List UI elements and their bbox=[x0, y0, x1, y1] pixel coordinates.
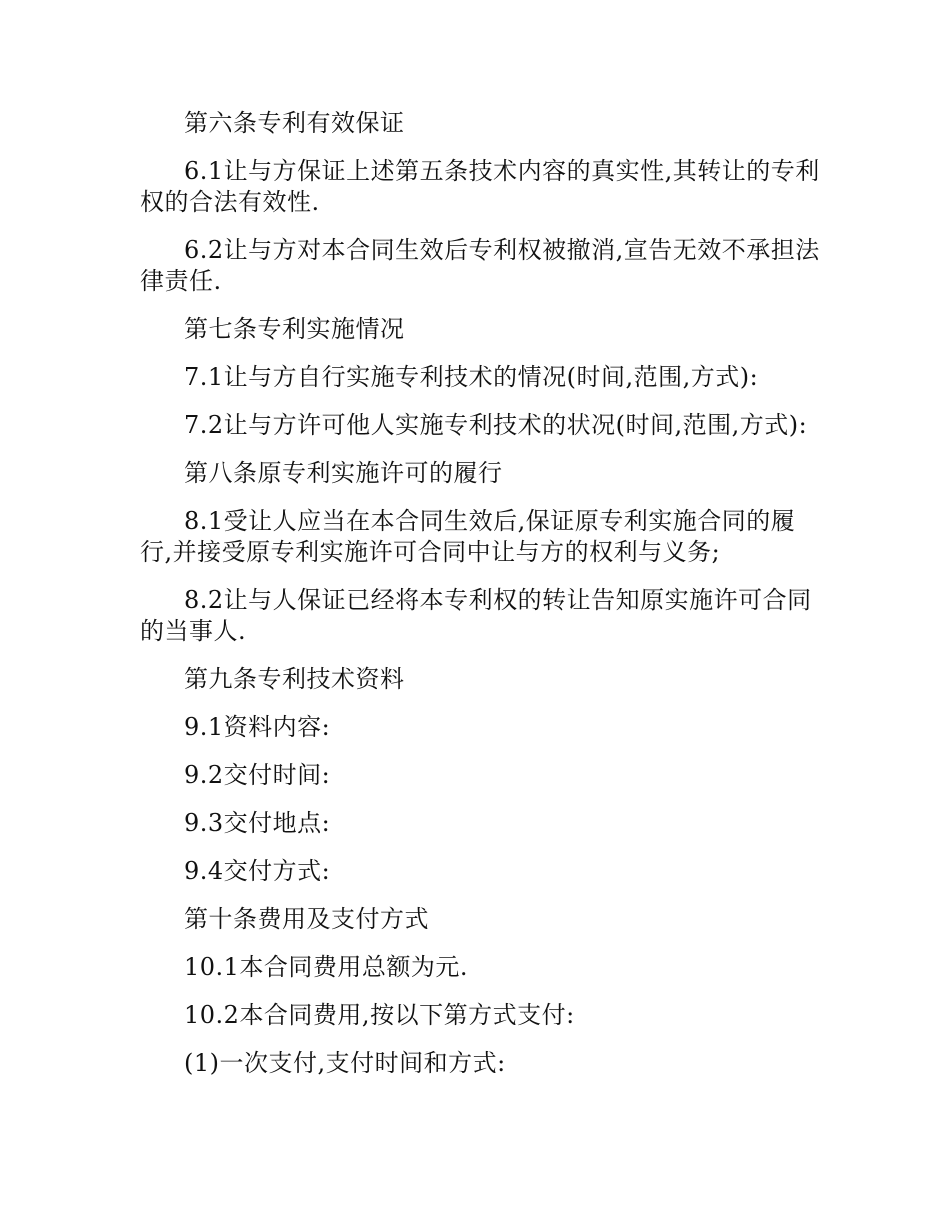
heading-article-8: 第八条原专利实施许可的履行 bbox=[184, 459, 503, 487]
heading-article-9: 第九条专利技术资料 bbox=[184, 665, 405, 693]
heading-article-7: 第七条专利实施情况 bbox=[184, 315, 405, 343]
clause-9-4: 9.4交付方式: bbox=[184, 857, 331, 885]
clause-7-2: 7.2让与方许可他人实施专利技术的状况(时间,范围,方式): bbox=[184, 411, 808, 439]
clause-10-2-option-1: (1)一次支付,支付时间和方式: bbox=[184, 1049, 506, 1077]
clause-9-3: 9.3交付地点: bbox=[184, 809, 331, 837]
clause-10-1: 10.1本合同费用总额为元. bbox=[184, 953, 469, 981]
clause-9-2: 9.2交付时间: bbox=[184, 761, 331, 789]
document-page bbox=[140, 108, 820, 1096]
heading-article-6: 第六条专利有效保证 bbox=[184, 109, 405, 137]
clause-6-2: 6.2让与方对本合同生效后专利权被撤消,宣告无效不承担法律责任. bbox=[140, 236, 820, 295]
clause-8-2: 8.2让与人保证已经将本专利权的转让告知原实施许可合同的当事人. bbox=[140, 586, 812, 645]
clause-9-1: 9.1资料内容: bbox=[184, 713, 331, 741]
clause-6-1: 6.1让与方保证上述第五条技术内容的真实性,其转让的专利权的合法有效性. bbox=[140, 157, 820, 216]
clause-7-1: 7.1让与方自行实施专利技术的情况(时间,范围,方式): bbox=[184, 363, 759, 391]
heading-article-10: 第十条费用及支付方式 bbox=[184, 905, 429, 933]
clause-8-1: 8.1受让人应当在本合同生效后,保证原专利实施合同的履行,并接受原专利实施许可合同中让与方的权利与义务; bbox=[140, 507, 796, 566]
clause-10-2: 10.2本合同费用,按以下第方式支付: bbox=[184, 1001, 575, 1029]
